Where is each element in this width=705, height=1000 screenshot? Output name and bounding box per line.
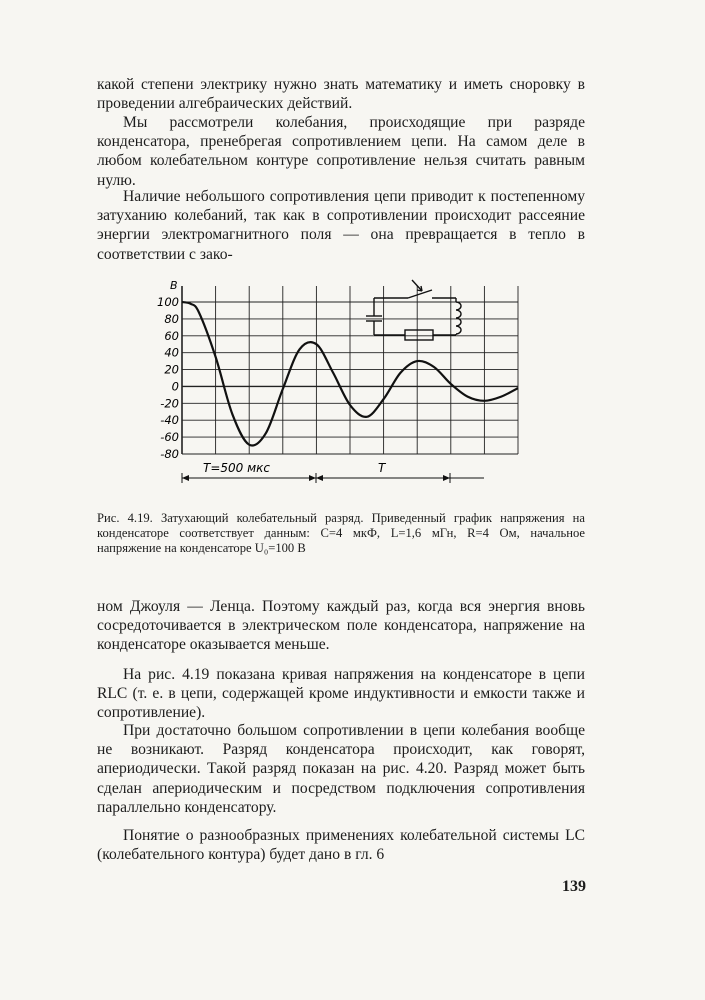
damped-oscillation-figure [150,278,570,510]
page-number: 139 [562,878,586,895]
paragraph-joule-lenz: ном Джоуля — Ленца. Поэтому каждый раз, когда вся энергия вновь сосредоточивается в электрическом поле конденсатора, напряжение на конденсаторе оказывается меньше. [97,598,585,654]
inductor-coil [456,302,461,334]
paragraph-lc-applications: Понятие о разнообразных применениях колебательной системы LC (колебательного контура) будет дано в гл. 6 [97,827,585,864]
y-tick-label: -80 [160,447,179,461]
y-axis-label: В [170,279,178,292]
y-tick-label: 40 [164,345,179,360]
resistor [405,330,433,340]
circuit-schematic [366,280,461,340]
y-tick-label: -40 [160,413,179,428]
paragraph-rlc-curve: На рис. 4.19 показана кривая напряжения на конденсаторе в цепи RLC (т. е. в цепи, содержащей кроме индуктивности и емкости также и сопротивление). [97,666,585,722]
chart-grid [182,286,518,454]
period-label: T=500 мкс [203,461,271,475]
paragraph-resistance-neglected: Мы рассмотрели колебания, происходящие при разряде конденсатора, пренебрегая сопротивлением цепи. На самом деле в любом колебательном контуре сопротивление нельзя считать равным нулю. [97,114,585,189]
figure-caption: Рис. 4.19. Затухающий колебательный разряд. Приведенный график напряжения на конденсаторе соответствует данным: C=4 мкФ, L=1,6 мГн, R=4 Ом, начальное напряжение на конденсаторе U₀=100 В [97,511,585,555]
period-label-2: T [378,461,386,475]
y-tick-label: 0 [171,379,179,394]
y-tick-label: -20 [160,396,179,411]
y-tick-label: 80 [164,311,179,326]
period-annotation [182,461,484,483]
y-axis-ticks [157,295,179,461]
paragraph-damping: Наличие небольшого сопротивления цепи приводит к постепенному затуханию колебаний, так как в сопротивлении происходит рассеяние энергии электромагнитного поля — она превращается в тепло в соответствии с зако- [97,188,585,263]
y-tick-label: 100 [157,295,179,309]
paragraph-continuation: какой степени электрику нужно знать математику и иметь сноровку в проведении алгебраических действий. [97,76,585,113]
paragraph-aperiodic: При достаточно большом сопротивлении в цепи колебания вообще не возникают. Разряд конденсатора происходит, как говорят, апериодически. Такой разряд показан на рис. 4.20. Разряд может быть сделан апериодическим и посредством подключения сопротивления параллельно конденсатору. [97,722,585,816]
y-tick-label: 20 [164,362,179,377]
y-tick-label: 60 [164,328,179,343]
y-tick-label: -60 [160,430,179,445]
